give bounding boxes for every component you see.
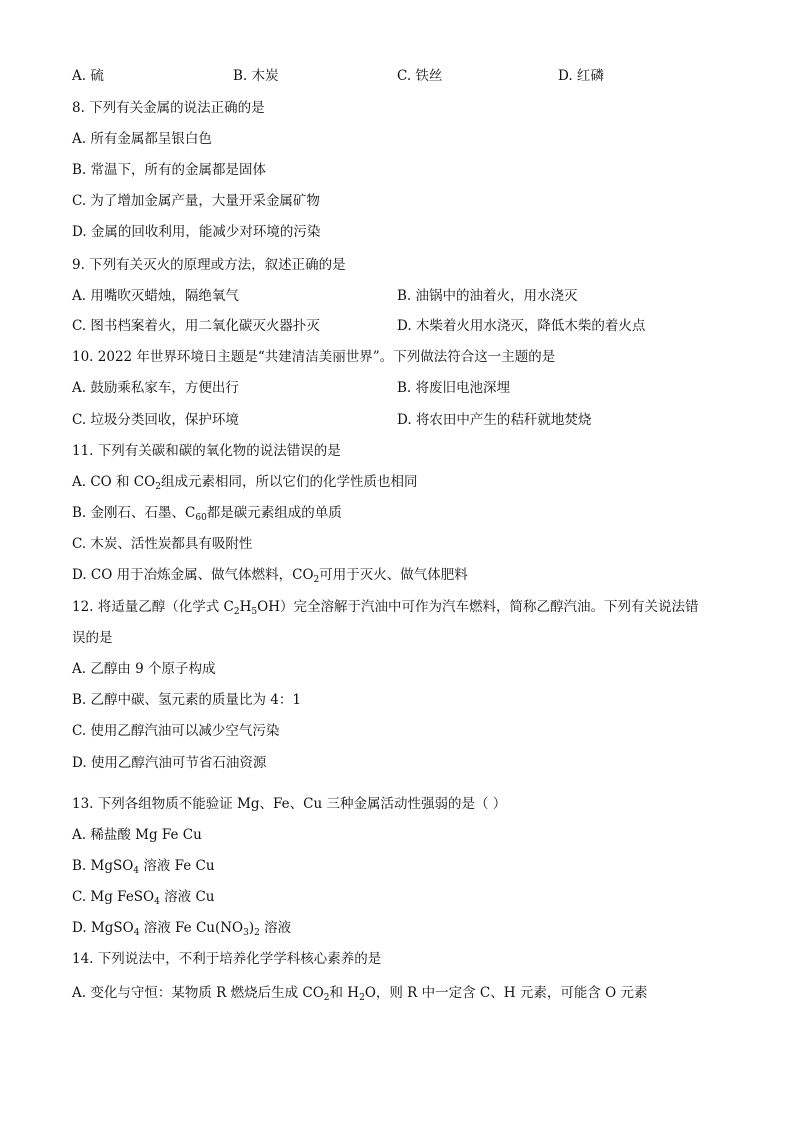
q8-option-a: A. 所有金属都呈银白色 (72, 131, 212, 147)
q13-option-c: C. Mg FeSO$_4$ 溶液 Cu (72, 889, 215, 907)
q9-option-b: B. 油锅中的油着火，用水浇灭 (397, 288, 578, 304)
q7-option-b: B. 木炭 (233, 68, 279, 84)
q9-option-c: C. 图书档案着火，用二氧化碳灭火器扑灭 (72, 318, 320, 334)
q9-stem: 9. 下列有关灭火的原理或方法，叙述正确的是 (72, 257, 346, 273)
q7-option-c: C. 铁丝 (397, 68, 443, 84)
q8-option-d: D. 金属的回收利用，能减少对环境的污染 (72, 224, 321, 240)
q14-stem: 14. 下列说法中，不利于培养化学学科核心素养的是 (72, 951, 382, 967)
q8-stem: 8. 下列有关金属的说法正确的是 (72, 100, 265, 116)
q12-option-b: B. 乙醇中碳、氢元素的质量比为 4：1 (72, 692, 301, 708)
q11-stem: 11. 下列有关碳和碳的氧化物的说法错误的是 (72, 443, 341, 459)
q10-option-c: C. 垃圾分类回收，保护环境 (72, 412, 239, 428)
q12-option-c: C. 使用乙醇汽油可以减少空气污染 (72, 723, 280, 739)
q10-option-d: D. 将农田中产生的秸秆就地焚烧 (397, 412, 592, 428)
q12-option-d: D. 使用乙醇汽油可节省石油资源 (72, 755, 267, 771)
q7-option-a: A. 硫 (72, 68, 104, 84)
q13-option-d: D. MgSO$_4$ 溶液 Fe $Cu(NO_3)_2$ 溶液 (72, 920, 292, 938)
q11-option-b: B. 金刚石、石墨、$C_{60}$都是碳元素组成的单质 (72, 505, 342, 523)
q12-option-a: A. 乙醇由 9 个原子构成 (72, 661, 216, 677)
q13-option-b: B. MgSO$_4$ 溶液 Fe Cu (72, 858, 215, 876)
q13-stem: 13. 下列各组物质不能验证 Mg、Fe、Cu 三种金属活动性强弱的是（ ） (72, 796, 507, 812)
q10-option-a: A. 鼓励乘私家车，方便出行 (72, 380, 239, 396)
q8-option-c: C. 为了增加金属产量，大量开采金属矿物 (72, 193, 320, 209)
q12-stem-line2: 误的是 (72, 630, 113, 646)
q11-option-a: A. CO 和 $CO_2$组成元素相同，所以它们的化学性质也相同 (72, 474, 418, 492)
q8-option-b: B. 常温下，所有的金属都是固体 (72, 162, 267, 178)
q9-option-d: D. 木柴着火用水浇灭，降低木柴的着火点 (397, 318, 646, 334)
q9-option-a: A. 用嘴吹灭蜡烛，隔绝氧气 (72, 288, 239, 304)
q12-stem-line1: 12. 将适量乙醇（化学式 $C_2H_5OH$）完全溶解于汽油中可作为汽车燃料，简称乙醇汽油。下列有关说法错 (72, 599, 699, 617)
q10-option-b: B. 将废旧电池深埋 (397, 380, 511, 396)
q13-option-a: A. 稀盐酸 Mg Fe Cu (72, 827, 202, 843)
q10-stem: 10. 2022 年世界环境日主题是“共建清洁美丽世界”。下列做法符合这一主题的是 (72, 349, 556, 365)
q14-option-a: A. 变化与守恒：某物质 R 燃烧后生成 $CO_2$和 $H_2O$，则 R 中一定含 C、H 元素，可能含 O 元素 (72, 985, 648, 1003)
q7-option-d: D. 红磷 (558, 68, 604, 84)
q11-option-c: C. 木炭、活性炭都具有吸附性 (72, 536, 253, 552)
q11-option-d: D. CO 用于冶炼金属、做气体燃料，$CO_2$可用于灭火、做气体肥料 (72, 567, 468, 585)
